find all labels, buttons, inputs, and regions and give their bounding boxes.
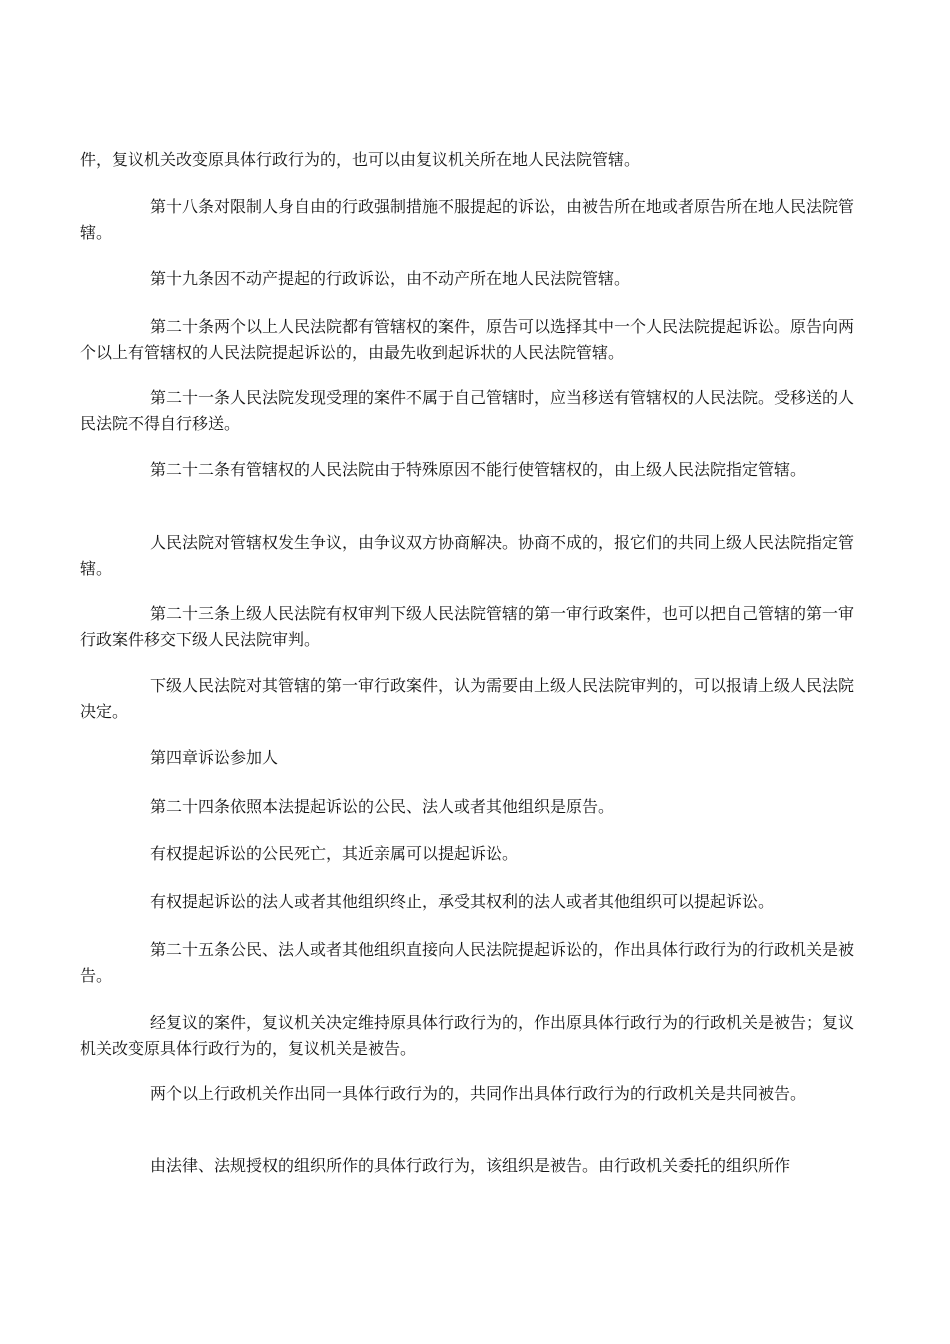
paragraph-continuation: 件，复议机关改变原具体行政行为的，也可以由复议机关所在地人民法院管辖。 <box>80 150 641 169</box>
paragraph-authorized-organization: 由法律、法规授权的组织所作的具体行政行为，该组织是被告。由行政机关委托的组织所作 <box>150 1156 791 1175</box>
paragraph-article-24: 第二十四条依照本法提起诉讼的公民、法人或者其他组织是原告。 <box>150 797 615 816</box>
paragraph-article-20: 第二十条两个以上人民法院都有管辖权的案件，原告可以选择其中一个人民法院提起诉讼。原告向两个以上有管辖权的人民法院提起诉讼的，由最先收到起诉状的人民法院管辖。 <box>80 317 855 362</box>
paragraph-article-22: 第二十二条有管辖权的人民法院由于特殊原因不能行使管辖权的，由上级人民法院指定管辖。 <box>150 460 807 479</box>
paragraph-joint-defendants: 两个以上行政机关作出同一具体行政行为的，共同作出具体行政行为的行政机关是共同被告。 <box>150 1084 807 1103</box>
paragraph-article-21: 第二十一条人民法院发现受理的案件不属于自己管辖时，应当移送有管辖权的人民法院。受移送的人民法院不得自行移送。 <box>80 388 855 433</box>
paragraph-article-25: 第二十五条公民、法人或者其他组织直接向人民法院提起诉讼的，作出具体行政行为的行政机关是被告。 <box>80 940 855 985</box>
paragraph-reconsidered-case: 经复议的案件，复议机关决定维持原具体行政行为的，作出原具体行政行为的行政机关是被告；复议机关改变原具体行政行为的，复议机关是被告。 <box>80 1013 855 1058</box>
paragraph-deceased-citizen: 有权提起诉讼的公民死亡，其近亲属可以提起诉讼。 <box>150 844 519 863</box>
paragraph-article-19: 第十九条因不动产提起的行政诉讼，由不动产所在地人民法院管辖。 <box>150 269 631 288</box>
paragraph-article-23: 第二十三条上级人民法院有权审判下级人民法院管辖的第一审行政案件，也可以把自己管辖的第一审行政案件移交下级人民法院审判。 <box>80 604 855 649</box>
chapter-heading: 第四章诉讼参加人 <box>150 748 279 767</box>
paragraph-lower-court-request: 下级人民法院对其管辖的第一审行政案件，认为需要由上级人民法院审判的，可以报请上级人民法院决定。 <box>80 676 855 721</box>
paragraph-terminated-organization: 有权提起诉讼的法人或者其他组织终止，承受其权利的法人或者其他组织可以提起诉讼。 <box>150 892 775 911</box>
paragraph-jurisdiction-dispute: 人民法院对管辖权发生争议，由争议双方协商解决。协商不成的，报它们的共同上级人民法院指定管辖。 <box>80 533 855 578</box>
paragraph-article-18: 第十八条对限制人身自由的行政强制措施不服提起的诉讼，由被告所在地或者原告所在地人民法院管辖。 <box>80 197 855 242</box>
